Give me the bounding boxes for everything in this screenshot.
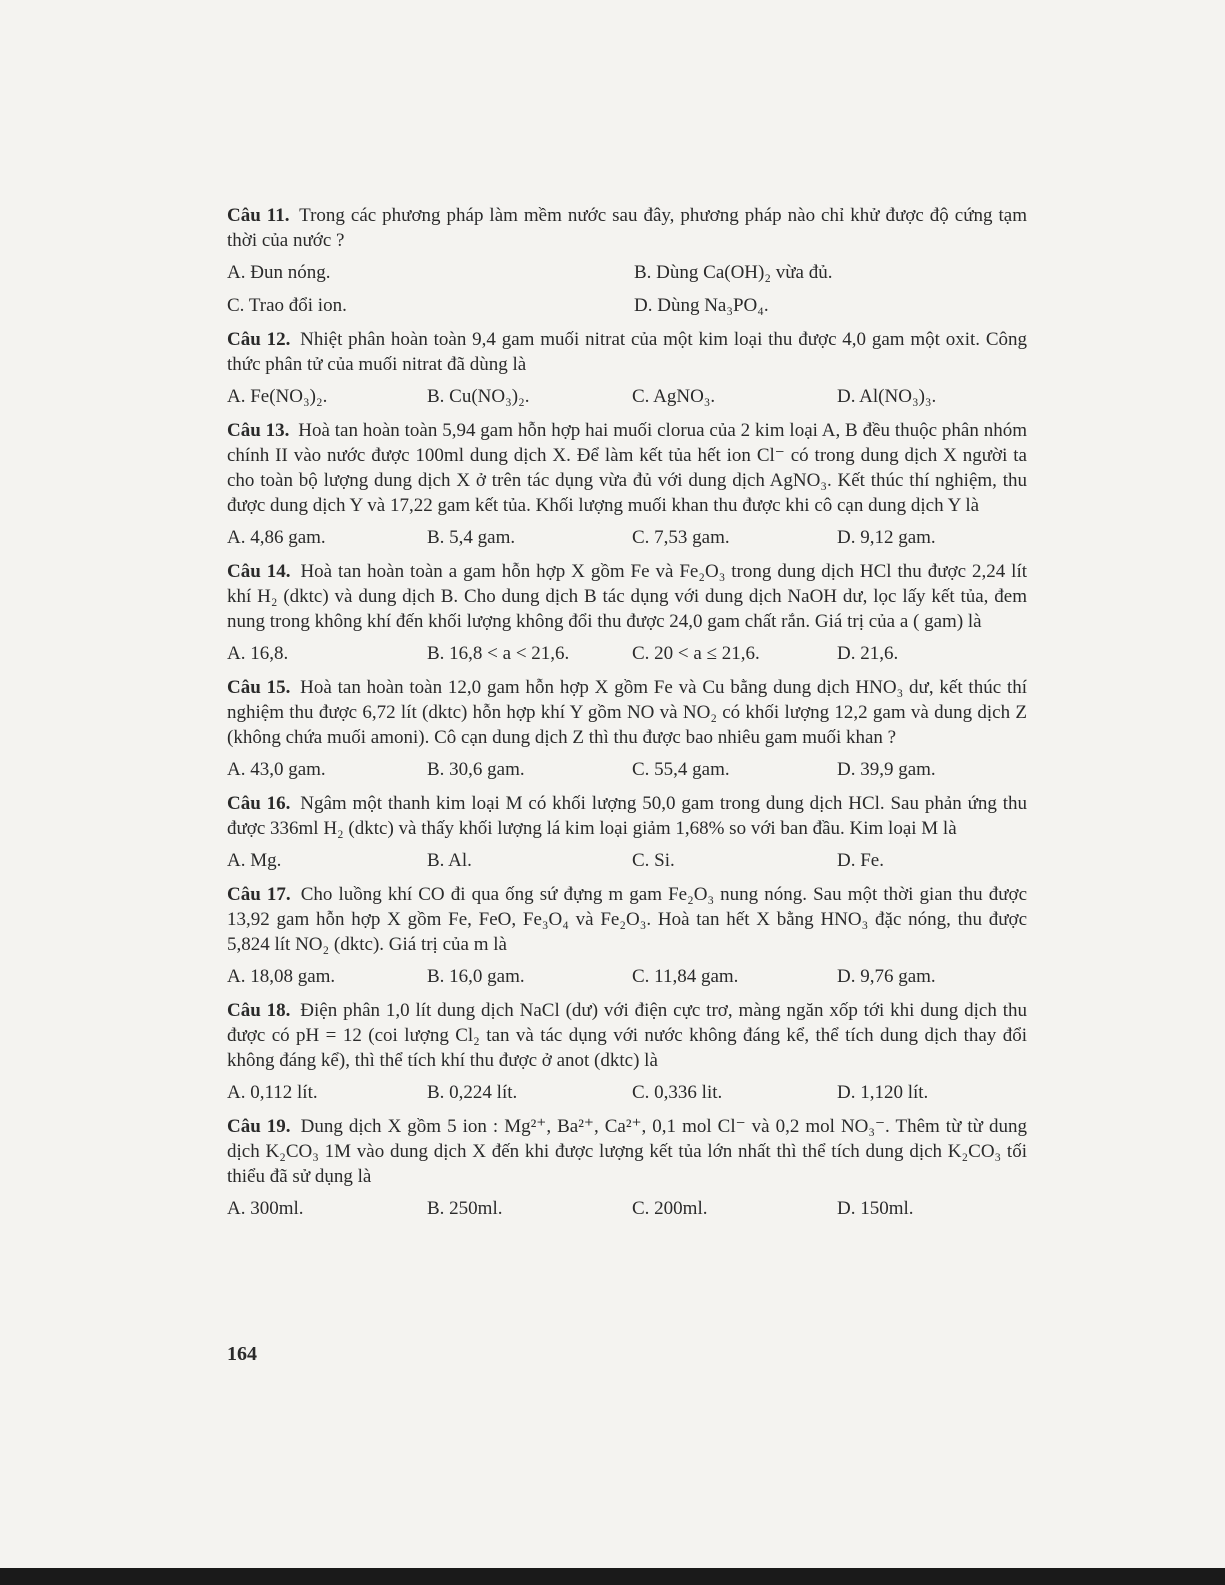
question-label: Câu 18. — [227, 1000, 291, 1021]
option-b[interactable]: B. 16,0 gam. — [427, 966, 525, 987]
option-a[interactable]: A. 43,0 gam. — [227, 759, 326, 780]
question-text: Trong các phương pháp làm mềm nước sau đây, phương pháp nào chỉ khử được độ cứng tạm thời của nước ? — [227, 205, 1027, 251]
option-d[interactable]: D. Al(NO₃)₃. — [837, 386, 937, 407]
question-label: Câu 13. — [227, 420, 290, 441]
question-label: Câu 19. — [227, 1116, 291, 1137]
question-label: Câu 12. — [227, 329, 291, 350]
answer-options — [227, 261, 1027, 318]
option-c[interactable]: C. 55,4 gam. — [632, 759, 730, 780]
question-14 — [227, 559, 1027, 666]
option-b[interactable]: B. 5,4 gam. — [427, 527, 516, 548]
option-c[interactable]: C. Si. — [632, 850, 675, 871]
option-c[interactable]: C. 200ml. — [632, 1198, 708, 1219]
question-stem — [227, 882, 1027, 957]
option-d[interactable]: D. 150ml. — [837, 1198, 914, 1219]
option-d[interactable]: D. Fe. — [837, 850, 884, 871]
question-text: Dung dịch X gồm 5 ion : Mg²⁺, Ba²⁺, Ca²⁺, 0,1 mol Cl⁻ và 0,2 mol NO₃⁻. Thêm từ từ dung dịch K₂CO₃ 1M vào dung dịch X đến khi được lượng kết tủa lớn nhất thì thể tích dung dịch K₂CO₃ tối thiểu đã sử dụng là — [227, 1116, 1028, 1187]
option-d[interactable]: D. 21,6. — [837, 643, 899, 664]
answer-options — [227, 758, 1027, 782]
page-number: 164 — [227, 1343, 257, 1365]
option-d[interactable]: D. 9,12 gam. — [837, 527, 936, 548]
option-b[interactable]: B. 0,224 lít. — [427, 1082, 518, 1103]
question-18 — [227, 998, 1027, 1105]
option-c[interactable]: C. Trao đổi ion. — [227, 295, 347, 316]
option-b[interactable]: B. Cu(NO₃)₂. — [427, 386, 530, 407]
option-b[interactable]: B. 30,6 gam. — [427, 759, 525, 780]
option-a[interactable]: A. Đun nóng. — [227, 262, 331, 283]
question-stem — [227, 327, 1027, 377]
question-stem — [227, 559, 1027, 634]
question-stem — [227, 675, 1027, 750]
option-c[interactable]: C. 20 < a ≤ 21,6. — [632, 643, 760, 664]
answer-options — [227, 642, 1027, 666]
question-label: Câu 15. — [227, 677, 291, 698]
option-b[interactable]: B. 250ml. — [427, 1198, 503, 1219]
option-b[interactable]: B. 16,8 < a < 21,6. — [427, 643, 570, 664]
question-19 — [227, 1114, 1027, 1221]
option-a[interactable]: A. Fe(NO₃)₂. — [227, 386, 328, 407]
option-d[interactable]: D. Dùng Na₃PO₄. — [634, 295, 769, 316]
question-text: Hoà tan hoàn toàn a gam hỗn hợp X gồm Fe và Fe₂O₃ trong dung dịch HCl thu được 2,24 lít khí H₂ (dktc) và dung dịch B. Cho dung dịch B tác dụng với dung dịch NaOH dư, lọc lấy kết tủa, đem nung trong không khí đến khối lượng không đổi thu được 24,0 gam chất rắn. Giá trị của a ( gam) là — [227, 561, 1027, 632]
option-c[interactable]: C. 0,336 lit. — [632, 1082, 723, 1103]
answer-options — [227, 1197, 1027, 1221]
question-text: Điện phân 1,0 lít dung dịch NaCl (dư) với điện cực trơ, màng ngăn xốp tới khi dung dịch thu được có pH = 12 (coi lượng Cl₂ tan và tác dụng với nước không đáng kể, thể tích dung dịch thay đổi không đáng kể), thì thể tích khí thu được ở anot (dktc) là — [227, 1000, 1027, 1071]
question-stem — [227, 791, 1027, 841]
option-a[interactable]: A. 4,86 gam. — [227, 527, 326, 548]
question-list — [227, 203, 1027, 1230]
question-text: Nhiệt phân hoàn toàn 9,4 gam muối nitrat của một kim loại thu được 4,0 gam một oxit. Công thức phân tử của muối nitrat đã dùng là — [227, 329, 1028, 375]
option-c[interactable]: C. AgNO₃. — [632, 386, 716, 407]
question-stem — [227, 998, 1027, 1073]
option-c[interactable]: C. 7,53 gam. — [632, 527, 730, 548]
question-stem — [227, 418, 1027, 518]
option-b[interactable]: B. Dùng Ca(OH)₂ vừa đủ. — [634, 262, 833, 283]
question-stem — [227, 203, 1027, 253]
question-label: Câu 14. — [227, 561, 291, 582]
question-text: Hoà tan hoàn toàn 5,94 gam hỗn hợp hai muối clorua của 2 kim loại A, B đều thuộc phân nhóm chính II vào nước được 100ml dung dịch X. Để làm kết tủa hết ion Cl⁻ có trong dung dịch X người ta cho toàn bộ lượng dung dịch X ở trên tác dụng vừa đủ với dung dịch AgNO₃. Kết thúc thí nghiệm, thu được dung dịch Y và 17,22 gam kết tủa. Khối lượng muối khan thu được khi cô cạn dung dịch Y là — [227, 420, 1027, 516]
answer-options — [227, 526, 1027, 550]
answer-options — [227, 849, 1027, 873]
option-d[interactable]: D. 39,9 gam. — [837, 759, 936, 780]
question-label: Câu 11. — [227, 205, 290, 226]
answer-options — [227, 385, 1027, 409]
answer-options — [227, 1081, 1027, 1105]
question-label: Câu 17. — [227, 884, 291, 905]
question-17 — [227, 882, 1027, 989]
question-15 — [227, 675, 1027, 782]
question-16 — [227, 791, 1027, 873]
question-text: Ngâm một thanh kim loại M có khối lượng 50,0 gam trong dung dịch HCl. Sau phản ứng thu được 336ml H₂ (dktc) và thấy khối lượng lá kim loại giảm 1,68% so với ban đầu. Kim loại M là — [227, 793, 1028, 839]
answer-options — [227, 965, 1027, 989]
question-text: Hoà tan hoàn toàn 12,0 gam hỗn hợp X gồm Fe và Cu bằng dung dịch HNO₃ dư, kết thúc thí nghiệm thu được 6,72 lít (dktc) hỗn hợp khí Y gồm NO và NO₂ có khối lượng 12,2 gam và dung dịch Z (không chứa muối amoni). Cô cạn dung dịch Z thì thu được bao nhiêu gam muối khan ? — [227, 677, 1027, 748]
option-d[interactable]: D. 1,120 lít. — [837, 1082, 929, 1103]
option-c[interactable]: C. 11,84 gam. — [632, 966, 739, 987]
option-a[interactable]: A. 300ml. — [227, 1198, 304, 1219]
question-12 — [227, 327, 1027, 409]
option-a[interactable]: A. 16,8. — [227, 643, 289, 664]
option-a[interactable]: A. 18,08 gam. — [227, 966, 336, 987]
option-b[interactable]: B. Al. — [427, 850, 472, 871]
question-11 — [227, 203, 1027, 318]
scan-border — [0, 1568, 1225, 1585]
question-13 — [227, 418, 1027, 550]
option-a[interactable]: A. 0,112 lít. — [227, 1082, 318, 1103]
option-d[interactable]: D. 9,76 gam. — [837, 966, 936, 987]
option-a[interactable]: A. Mg. — [227, 850, 282, 871]
question-stem — [227, 1114, 1027, 1189]
question-text: Cho luồng khí CO đi qua ống sứ đựng m gam Fe₂O₃ nung nóng. Sau một thời gian thu được 13,92 gam hỗn hợp X gồm Fe, FeO, Fe₃O₄ và Fe₂O₃. Hoà tan hết X bằng HNO₃ đặc nóng, thu được 5,824 lít NO₂ (dktc). Giá trị của m là — [227, 884, 1028, 955]
question-label: Câu 16. — [227, 793, 291, 814]
